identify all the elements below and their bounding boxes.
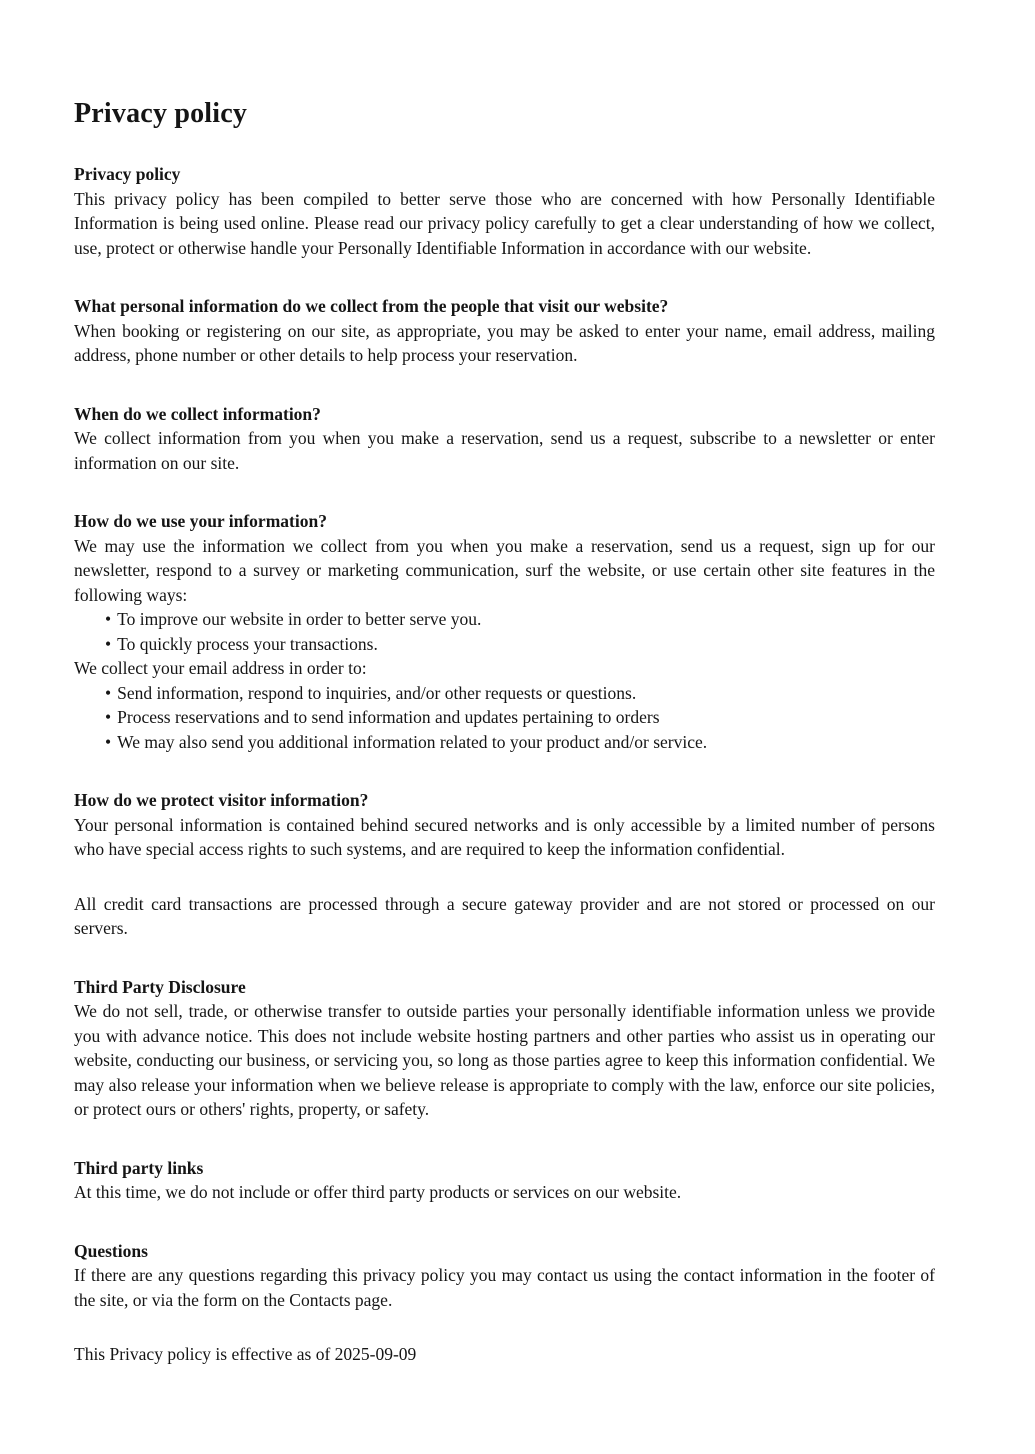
bullet-item-text: We may also send you additional information related to your product and/or service. xyxy=(117,731,708,752)
paragraph: When booking or registering on our site, as appropriate, you may be asked to enter your name, email address, mailing address, phone number or other details to help process your reservation. xyxy=(74,320,935,365)
section-heading: How do we protect visitor information? xyxy=(74,790,369,810)
bullet-item xyxy=(74,681,935,706)
bullet-icon: • xyxy=(105,682,112,703)
bullet-icon: • xyxy=(105,731,112,752)
bullet-item-text: Process reservations and to send information and updates pertaining to orders xyxy=(117,707,660,727)
paragraph: This privacy policy has been compiled to better serve those who are concerned with how Personally Identifiable Information is being used online. Please read our privacy policy carefully to get a clear understanding of how we collect, use, protect or otherwise handle your Personally Identifiable Information in accordance with our website. xyxy=(74,188,935,258)
section-heading: When do we collect information? xyxy=(74,403,321,424)
page-title: Privacy policy xyxy=(74,98,248,129)
section-heading: Questions xyxy=(74,1240,148,1261)
paragraph: Your personal information is contained behind secured networks and is only accessible by a limited number of persons who have special access rights to such systems, and are required to keep the information confidential. xyxy=(74,814,935,859)
effective-date-line: This Privacy policy is effective as of 2025-09-09 xyxy=(74,1344,417,1364)
bullet-item-text: Send information, respond to inquiries, and/or other requests or questions. xyxy=(117,682,637,703)
bullet-item xyxy=(74,632,935,657)
bullet-item-text: To improve our website in order to better serve you. xyxy=(117,609,482,629)
paragraph: If there are any questions regarding this privacy policy you may contact us using the contact information in the footer of the site, or via the form on the Contacts page. xyxy=(74,1265,935,1310)
section-heading: Third party links xyxy=(74,1157,204,1178)
section-heading: How do we use your information? xyxy=(74,511,327,531)
bullet-item xyxy=(74,705,935,730)
section-heading: What personal information do we collect from the people that visit our website? xyxy=(74,296,669,316)
bullet-item xyxy=(74,730,935,755)
bullet-icon: • xyxy=(105,707,112,727)
section-privacy-policy xyxy=(74,162,935,260)
section-heading: Privacy policy xyxy=(74,164,181,184)
section-third-party-links xyxy=(74,1156,935,1205)
paragraph: All credit card transactions are processed through a secure gateway provider and are not stored or processed on our servers. xyxy=(74,893,935,938)
section-how-do-we-protect xyxy=(74,788,935,941)
section-what-personal-information xyxy=(74,294,935,368)
section-when-do-we-collect xyxy=(74,402,935,476)
bullet-item-text: To quickly process your transactions. xyxy=(117,633,378,654)
bullet-icon: • xyxy=(105,633,112,654)
section-heading: Third Party Disclosure xyxy=(74,976,246,997)
section-questions xyxy=(74,1239,935,1313)
bullet-item xyxy=(74,607,935,632)
paragraph: We may use the information we collect from you when you make a reservation, send us a request, sign up for our newsletter, respond to a survey or marketing communication, surf the website, or use certain other site features in the following ways: xyxy=(74,535,935,605)
paragraph: We collect information from you when you make a reservation, send us a request, subscribe to a newsletter or enter information on our site. xyxy=(74,428,935,473)
paragraph: We do not sell, trade, or otherwise transfer to outside parties your personally identifiable information unless we provide you with advance notice. This does not include website hosting partners and other parties who assist us in operating our website, conducting our business, or servicing you, so long as those parties agree to keep this information confidential. We may also release your information when we believe release is appropriate to comply with the law, enforce our site policies, or protect ours or others' rights, property, or safety. xyxy=(74,1001,935,1119)
paragraph: At this time, we do not include or offer third party products or services on our website. xyxy=(74,1182,682,1202)
bullet-icon: • xyxy=(105,609,112,629)
section-third-party-disclosure xyxy=(74,975,935,1122)
section-how-do-we-use xyxy=(74,509,935,754)
paragraph: We collect your email address in order to: xyxy=(74,658,367,678)
